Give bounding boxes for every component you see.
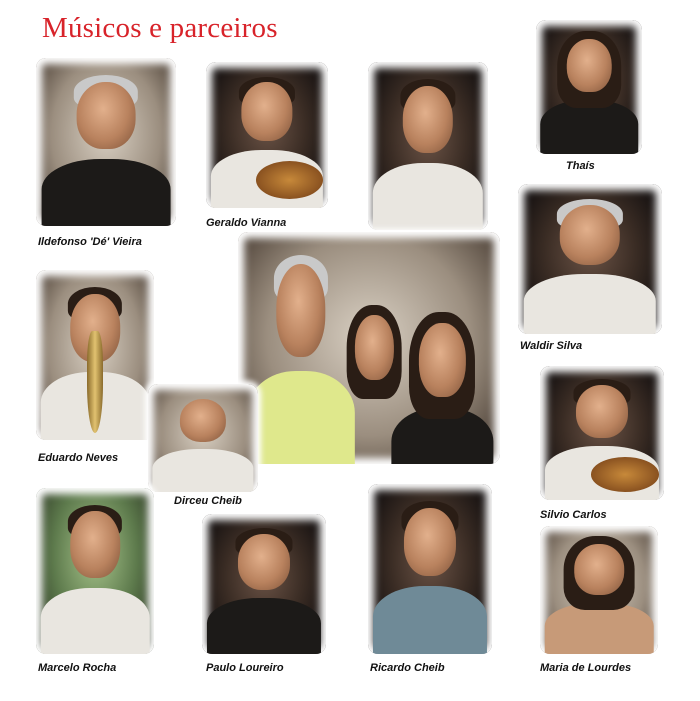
caption-marcelo-rocha: Marcelo Rocha [38, 662, 117, 674]
caption-maria-de-lourdes: Maria de Lourdes [540, 662, 632, 674]
photo-dirceu-cheib [148, 384, 258, 492]
photo-silvio-carlos [540, 366, 664, 500]
photo-ildefonso-vieira [36, 58, 176, 226]
caption-geraldo-vianna: Geraldo Vianna [206, 217, 287, 229]
caption-eduardo-neves: Eduardo Neves [38, 452, 119, 464]
photo-group-center [238, 232, 500, 464]
photo-waldir-silva [518, 184, 662, 334]
caption-silvio-carlos: Silvio Carlos [540, 509, 607, 521]
caption-thais: Thaís [566, 160, 595, 172]
caption-ildefonso-vieira: Ildefonso 'Dé' Vieira [38, 236, 142, 248]
photo-marcelo-rocha [36, 488, 154, 654]
photo-paulo-loureiro [202, 514, 326, 654]
photo-geraldo-vianna [206, 62, 328, 208]
caption-waldir-silva: Waldir Silva [520, 340, 583, 352]
photo-ricardo-cheib [368, 484, 492, 654]
caption-ricardo-cheib: Ricardo Cheib [370, 662, 445, 674]
photo-maria-de-lourdes [540, 526, 658, 654]
photo-eduardo-neves [36, 270, 154, 440]
page-title: Músicos e parceiros [42, 12, 278, 44]
photo-milton-ramos [368, 62, 488, 230]
photo-thais [536, 20, 642, 154]
caption-paulo-loureiro: Paulo Loureiro [206, 662, 284, 674]
caption-dirceu-cheib: Dirceu Cheib [174, 495, 242, 507]
